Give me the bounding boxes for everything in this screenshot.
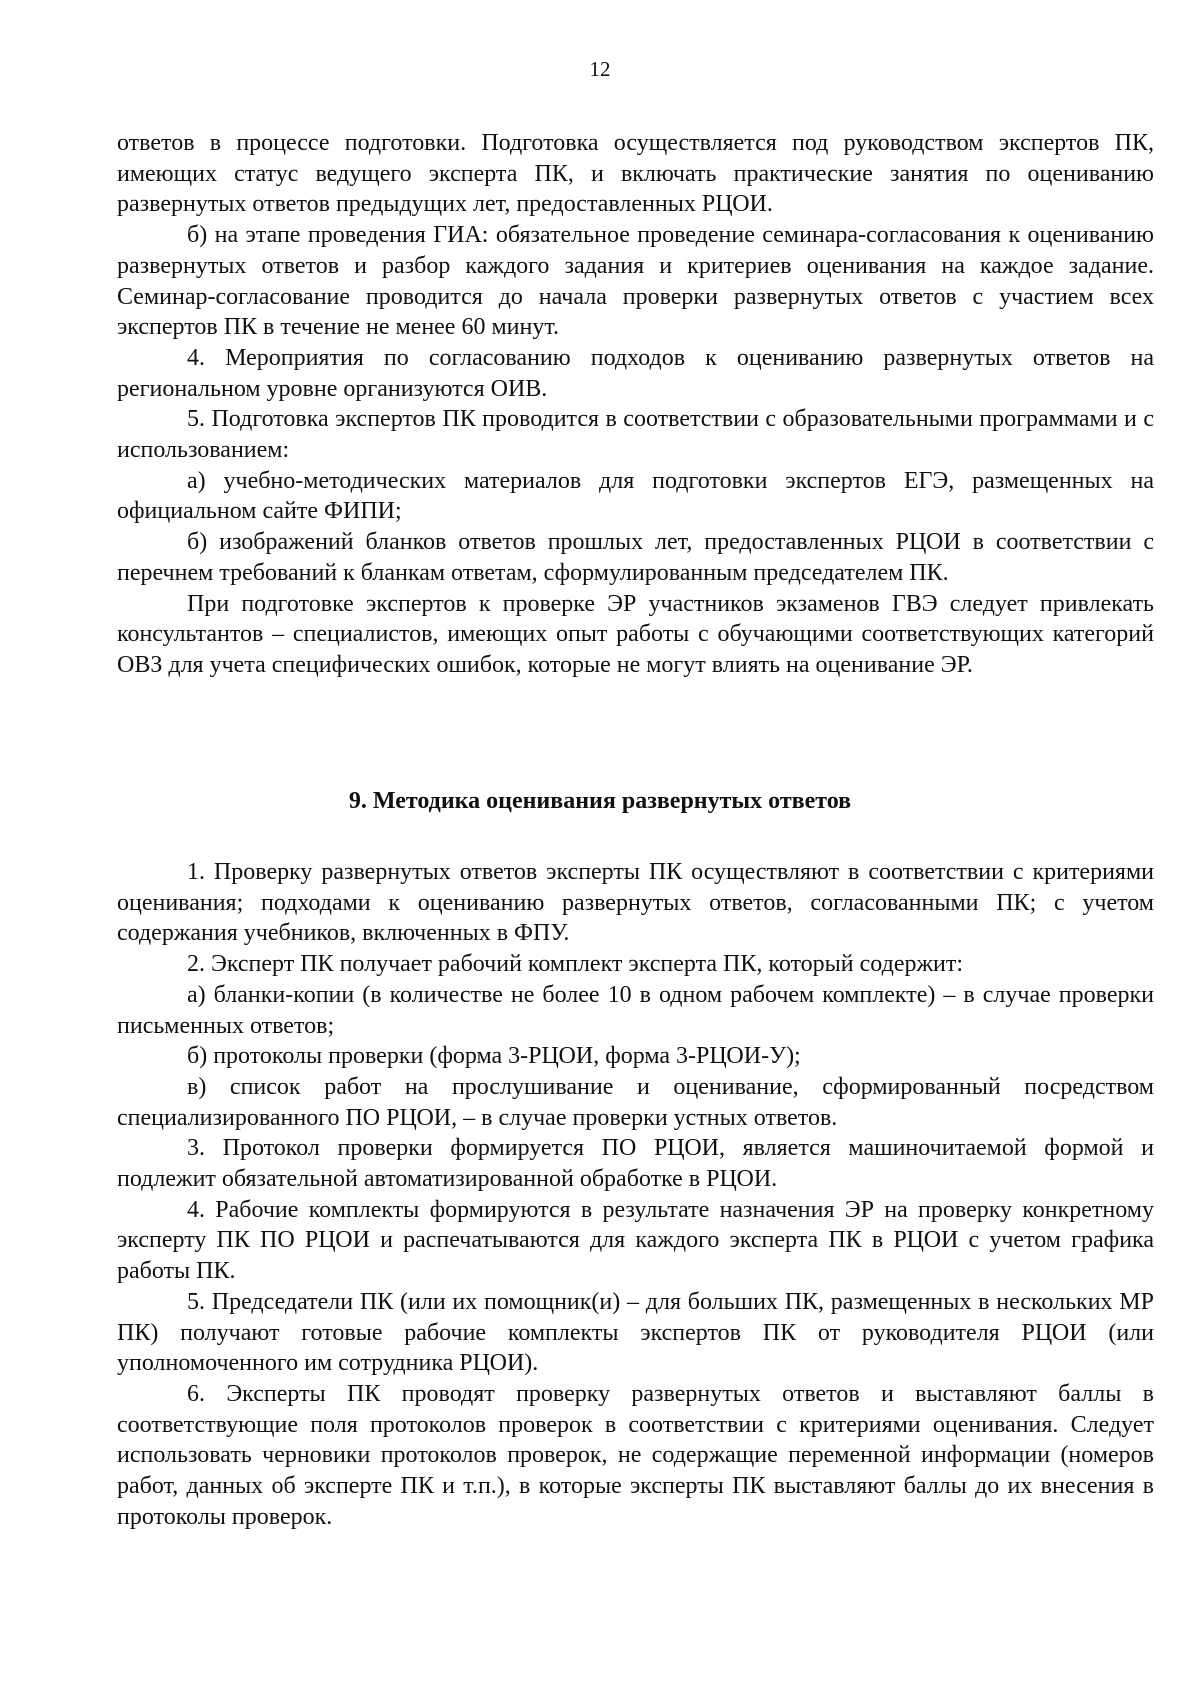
paragraph: 5. Подготовка экспертов ПК проводится в соответствии с образовательными программами и с использованием: — [117, 406, 1154, 464]
paragraph: б) изображений бланков ответов прошлых лет, предоставленных РЦОИ в соответствии с перечнем требований к бланкам ответам, сформулированным председателем ПК. — [117, 529, 1154, 586]
text-block-before — [117, 128, 1154, 681]
paragraph: б) на этапе проведения ГИА: обязательное проведение семинара-согласования к оцениванию развернутых ответов и разбор каждого задания и критериев оценивания на каждое задание. Семинар-согласование проводится до начала проверки развернутых ответов с участием всех экспертов ПК в течение не менее 60 минут. — [117, 222, 1154, 341]
paragraph: в) список работ на прослушивание и оценивание, сформированный посредством специализированного ПО РЦОИ, – в случае проверки устных ответов. — [117, 1073, 1154, 1131]
section-title: 9. Методика оценивания развернутых ответов — [348, 788, 852, 814]
paragraph: 4. Рабочие комплекты формируются в результате назначения ЭР на проверку конкретному эксперту ПК ПО РЦОИ и распечатываются для каждого эксперта ПК в РЦОИ с учетом графика работы ПК. — [117, 1196, 1154, 1285]
paragraph: б) протоколы проверки (форма 3-РЦОИ, форма 3-РЦОИ-У); — [187, 1043, 801, 1070]
paragraph: 6. Эксперты ПК проводят проверку развернутых ответов и выставляют баллы в соответствующие поля протоколов проверок в соответствии с критериями оценивания. Следует использовать черновики протоколов проверок, не содержащие переменной информации (номеров работ, данных об эксперте ПК и т.п.), в которые эксперты ПК выставляют баллы до их внесения в протоколы проверок. — [117, 1380, 1154, 1530]
paragraph: При подготовке экспертов к проверке ЭР участников экзаменов ГВЭ следует привлекать консультантов – специалистов, имеющих опыт работы с обучающими соответствующих категорий ОВЗ для учета специфических ошибок, которые не могут влиять на оценивание ЭР. — [117, 590, 1154, 678]
paragraph: ответов в процессе подготовки. Подготовка осуществляется под руководством экспертов ПК, имеющих статус ведущего эксперта ПК, и включать практические занятия по оцениванию развернутых ответов предыдущих лет, предоставленных РЦОИ. — [117, 130, 1154, 218]
paragraph: 1. Проверку развернутых ответов эксперты ПК осуществляют в соответствии с критериями оценивания; подходами к оцениванию развернутых ответов, согласованными ПК; с учетом содержания учебников, включенных в ФПУ. — [117, 859, 1154, 947]
page-number: 12 — [589, 57, 611, 81]
paragraph: а) учебно-методических материалов для подготовки экспертов ЕГЭ, размещенных на официальном сайте ФИПИ; — [117, 467, 1154, 525]
paragraph: 5. Председатели ПК (или их помощник(и) – для больших ПК, размещенных в нескольких МР ПК) получают готовые рабочие комплекты экспертов ПК от руководителя РЦОИ (или уполномоченного им сотрудника РЦОИ). — [117, 1288, 1154, 1377]
text-block-after — [117, 857, 1154, 1532]
paragraph: 3. Протокол проверки формируется ПО РЦОИ, является машиночитаемой формой и подлежит обязательной автоматизированной обработке в РЦОИ. — [117, 1135, 1154, 1193]
paragraph: 4. Мероприятия по согласованию подходов к оцениванию развернутых ответов на региональном уровне организуются ОИВ. — [117, 344, 1154, 402]
paragraph: 2. Эксперт ПК получает рабочий комплект эксперта ПК, который содержит: — [187, 951, 964, 978]
paragraph: а) бланки-копии (в количестве не более 10 в одном рабочем комплекте) – в случае проверки письменных ответов; — [117, 981, 1154, 1039]
